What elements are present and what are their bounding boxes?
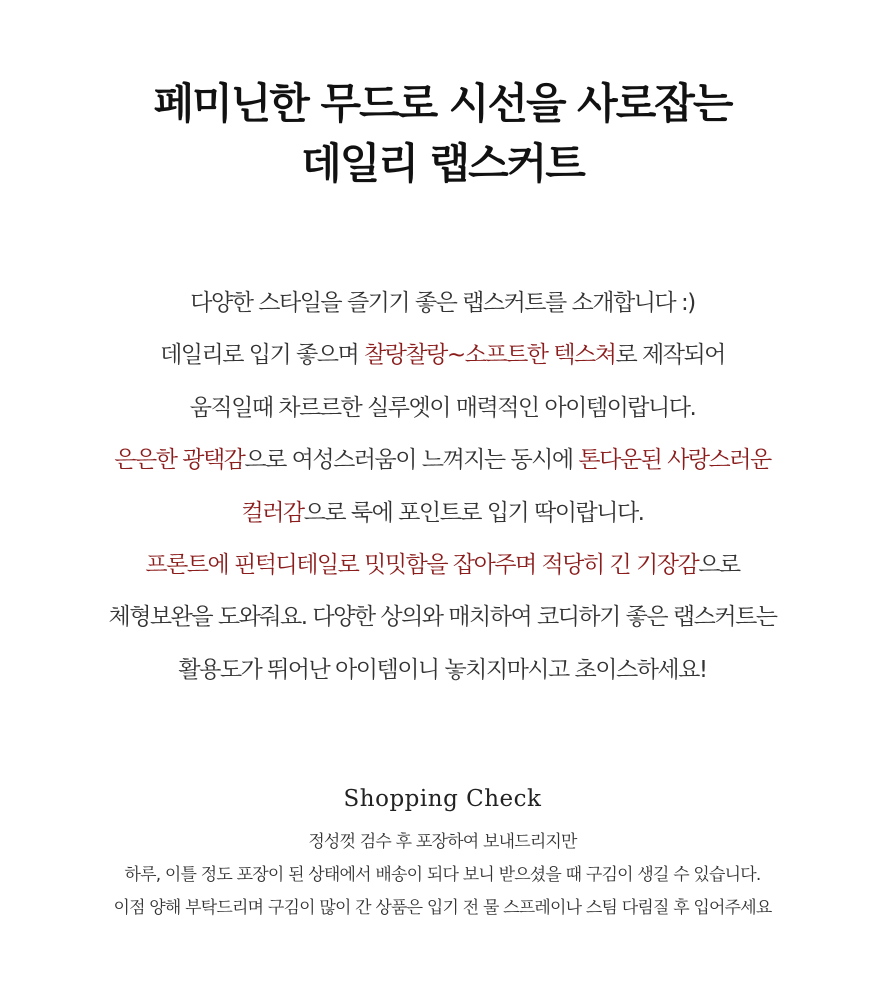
description-highlight: 은은한 광택감: [114, 447, 245, 474]
description-text: 활용도가 뛰어난 아이템이니 놓치지마시고 초이스하세요!: [178, 656, 707, 683]
notice-line-1: 정성껏 검수 후 포장하여 보내드리지만: [308, 832, 577, 852]
description-line-1: [0, 277, 885, 329]
description-text: 으로 여성스러움이 느껴지는 동시에: [244, 447, 579, 474]
description-line-4: [0, 434, 885, 486]
description-text: 체형보완을 도와줘요. 다양한 상의와 매치하여 코디하기 좋은 랩스커트는: [108, 604, 777, 631]
shopping-check-notice: [0, 826, 885, 925]
headline: [0, 74, 885, 194]
description-line-3: [0, 382, 885, 434]
shopping-check-title: Shopping Check: [343, 786, 542, 812]
description-line-5: [0, 487, 885, 539]
description-highlight: 컬러감: [241, 499, 304, 526]
description-highlight: 톤다운된 사랑스러운: [578, 447, 771, 474]
description-text: 데일리로 입기 좋으며: [160, 342, 364, 369]
headline-line-2: 데일리 랩스커트: [301, 139, 584, 188]
description-text: 로 제작되어: [615, 342, 725, 369]
description-text: 으로: [698, 552, 740, 579]
description-line-2: [0, 329, 885, 381]
description-line-6: [0, 539, 885, 591]
description-line-8: [0, 644, 885, 696]
headline-line-1: 페미닌한 무드로 시선을 사로잡는: [153, 79, 732, 128]
description-highlight: 프론트에 핀턱디테일로 밋밋함을 잡아주며 적당히 긴 기장감: [145, 552, 699, 579]
product-description: [0, 277, 885, 696]
description-text: 다양한 스타일을 즐기기 좋은 랩스커트를 소개합니다 :): [190, 290, 695, 316]
notice-line-3: 이점 양해 부탁드리며 구김이 많이 간 상품은 입기 전 물 스프레이나 스팀 다림질 후 입어주세요: [113, 898, 772, 918]
description-highlight: 찰랑찰랑~소프트한 텍스쳐: [364, 342, 616, 369]
description-text: 움직일때 차르르한 실루엣이 매력적인 아이템이랍니다.: [189, 394, 696, 421]
notice-line-2: 하루, 이틀 정도 포장이 된 상태에서 배송이 되다 보니 받으셨을 때 구김이 생길 수 있습니다.: [124, 865, 761, 885]
description-text: 으로 룩에 포인트로 입기 딱이랍니다.: [303, 499, 644, 526]
description-line-7: [0, 591, 885, 643]
